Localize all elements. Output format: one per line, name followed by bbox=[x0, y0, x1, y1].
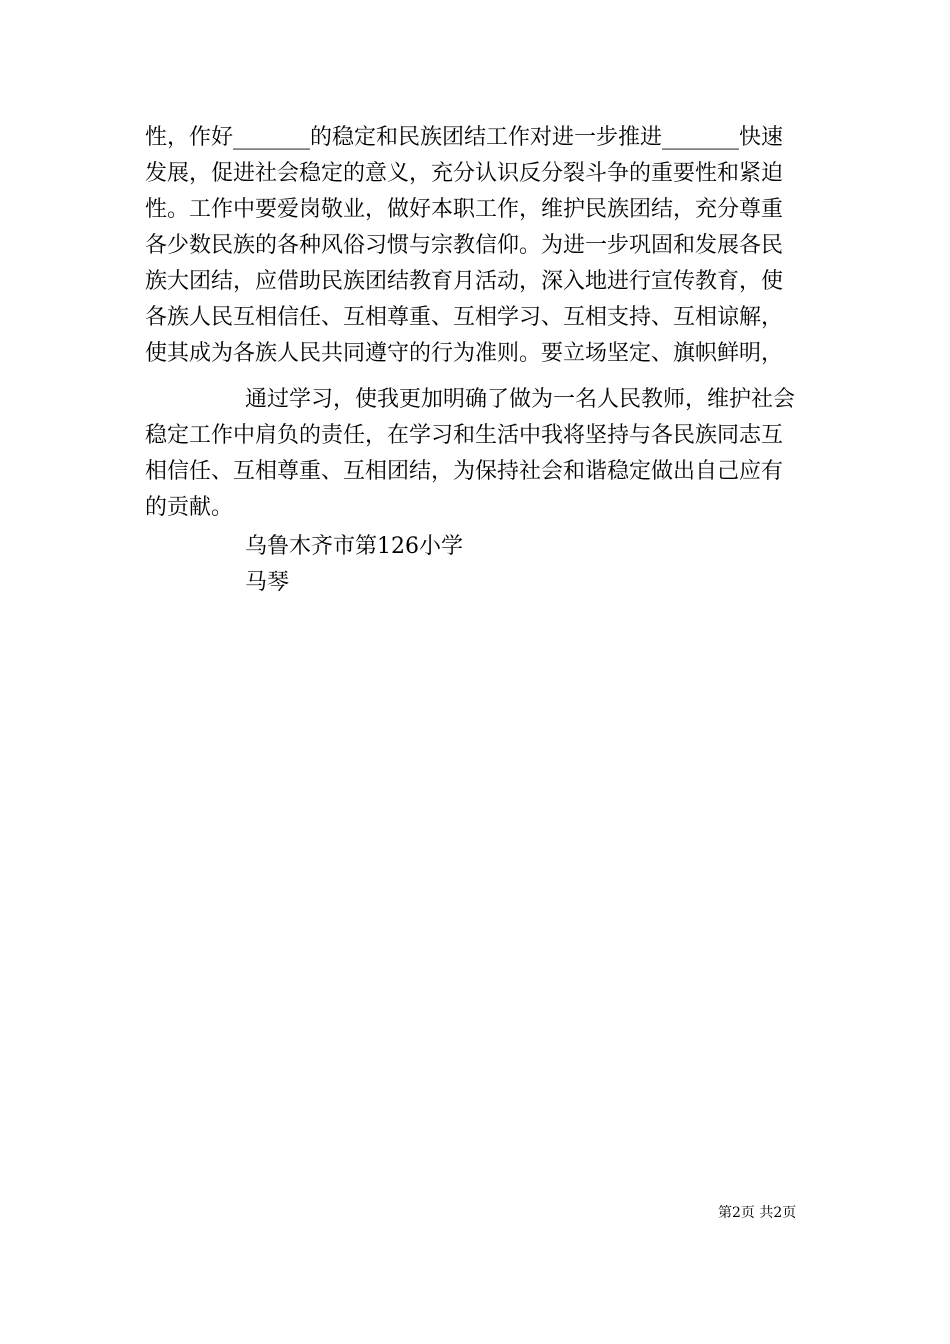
conclusion-line-2: 稳定工作中肩负的责任，在学习和生活中我将坚持与各民族同志互 bbox=[145, 423, 784, 448]
body-line-7: 使其成为各族人民共同遵守的行为准则。要立场坚定、旗帜鲜明， bbox=[145, 341, 784, 366]
conclusion-line-4: 的贡献。 bbox=[145, 495, 234, 520]
body-line-6: 各族人民互相信任、互相尊重、互相学习、互相支持、互相谅解， bbox=[145, 305, 784, 330]
body-line-1: 性，作好_______的稳定和民族团结工作对进一步推进_______快速 bbox=[145, 125, 784, 150]
page-number-footer: 第2页 共2页 bbox=[718, 1205, 797, 1221]
body-line-4: 各少数民族的各种风俗习惯与宗教信仰。为进一步巩固和发展各民 bbox=[145, 233, 784, 258]
body-line-2: 发展，促进社会稳定的意义，充分认识反分裂斗争的重要性和紧迫 bbox=[145, 161, 784, 186]
body-line-5: 族大团结，应借助民族团结教育月活动，深入地进行宣传教育，使 bbox=[145, 269, 784, 294]
conclusion-line-3: 相信任、互相尊重、互相团结，为保持社会和谐稳定做出自己应有 bbox=[145, 459, 784, 484]
body-line-3: 性。工作中要爱岗敬业，做好本职工作，维护民族团结，充分尊重 bbox=[145, 197, 784, 222]
signature-school: 乌鲁木齐市第126小学 bbox=[245, 534, 463, 559]
conclusion-line-1: 通过学习，使我更加明确了做为一名人民教师，维护社会 bbox=[245, 387, 796, 412]
signature-name: 马琴 bbox=[245, 570, 290, 595]
